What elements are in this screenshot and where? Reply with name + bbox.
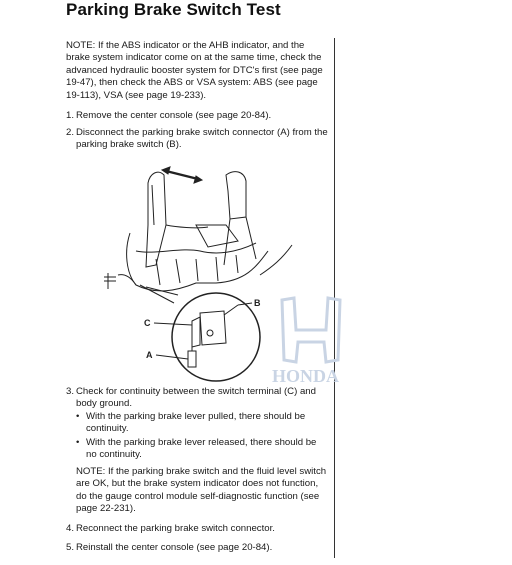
step-2 — [66, 127, 328, 152]
step-1 — [66, 110, 328, 122]
step-4 — [66, 523, 328, 535]
watermark-text: HONDA — [272, 366, 339, 386]
detail-circle — [172, 293, 260, 381]
step-number: 4. — [66, 523, 75, 534]
label-c: C — [144, 318, 151, 328]
step-number: 5. — [66, 542, 75, 553]
honda-watermark-logo — [266, 290, 358, 386]
step-text: Remove the center console (see page 20-84). — [76, 110, 272, 121]
step-text: Check for continuity between the switch terminal (C) and body ground. — [76, 386, 316, 410]
bullet-text: With the parking brake lever released, there should be no continuity. — [86, 437, 317, 461]
label-a: A — [146, 350, 153, 360]
bullet-item — [76, 437, 328, 462]
step-5 — [66, 542, 328, 554]
brake-lever-shape — [146, 172, 166, 267]
step-number: 2. — [66, 127, 75, 138]
label-b: B — [254, 298, 261, 308]
lever-motion-arrow — [166, 171, 198, 179]
step-text: Reconnect the parking brake switch connector. — [76, 523, 275, 534]
step-text: Reinstall the center console (see page 20-84). — [76, 542, 273, 553]
page-title: Parking Brake Switch Test — [66, 0, 281, 19]
step-number: 3. — [66, 386, 75, 397]
bullet-dot: • — [76, 411, 80, 422]
step-text: Disconnect the parking brake switch connector (A) from the parking brake switch (B). — [76, 127, 328, 151]
step-number: 1. — [66, 110, 75, 121]
bullet-item — [76, 411, 328, 436]
note-bottom: NOTE: If the parking brake switch and the fluid level switch are OK, but the brake system indicator does not function, do the gauge control module self-diagnostic function (see page 22-231). — [76, 466, 327, 515]
bullet-text: With the parking brake lever pulled, there should be continuity. — [86, 411, 306, 435]
bullet-dot: • — [76, 437, 80, 448]
step-3 — [66, 386, 328, 411]
note-top: NOTE: If the ABS indicator or the AHB indicator, and the brake system indicator come on at the same time, check the advanced hydraulic booster system for DTC's first (see page 19-47), then check the ABS or VSA system: ABS (see page 19-113), VSA (see page 19-233). — [66, 40, 323, 101]
